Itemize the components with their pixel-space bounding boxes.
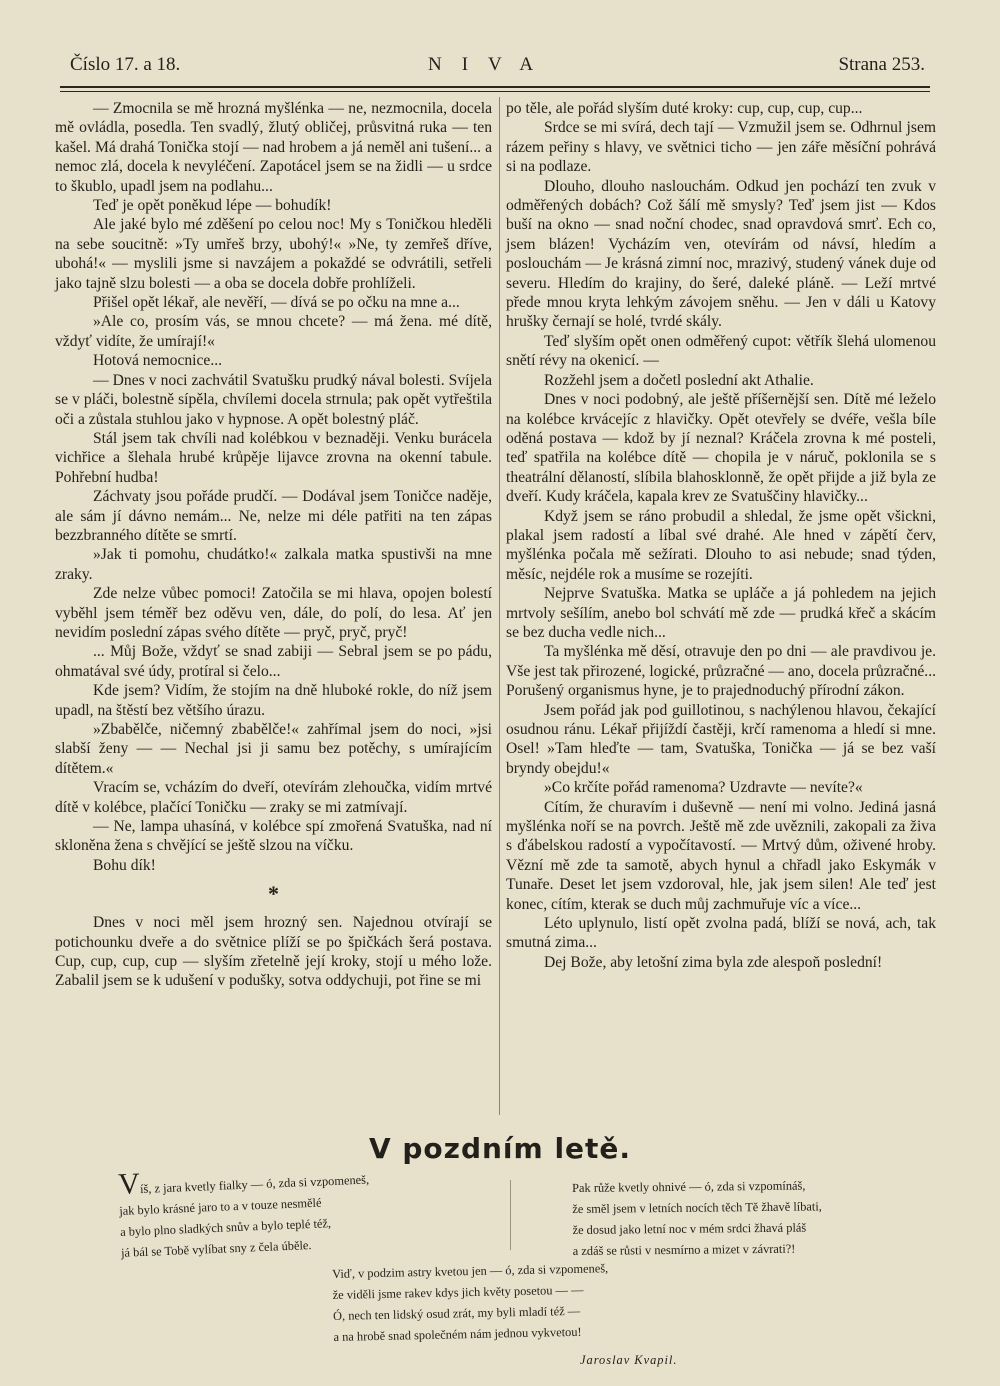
paragraph: Nejprve Svatuška. Matka se upláče a já pohledem na jejich mrtvoly sešílím, anebo bol schvátí mě zde — prudká křeč a skácím se bez ducha vedle nich... bbox=[506, 585, 936, 641]
left-column-paragraphs bbox=[55, 99, 492, 875]
paragraph: Když jsem se ráno probudil a shledal, že jsme opět všickni, plakal jsem radostí a líbal své drahé. Ale hned v zápětí červ, myšlénka počala mě sežírati. Dlouho to asi nebude; snad týden, měsíc, nejdéle rok a musíme se rozejíti. bbox=[506, 507, 936, 583]
header-rule-thin bbox=[60, 91, 930, 92]
paragraph: Záchvaty jsou pořáde prudčí. — Dodával jsem Toničce naděje, ale sám jí dávno nemám... Ne, nelze mi déle patřiti na ten zápas bezzbranného dítěte se smrtí. bbox=[55, 488, 492, 544]
paragraph: Hotová nemocnice... bbox=[93, 352, 223, 370]
poem-line: Ó, nech ten lidský osud zrát, my byli mladí též — bbox=[332, 1303, 581, 1323]
page-number: Strana 253. bbox=[838, 54, 925, 75]
issue-number: Číslo 17. a 18. bbox=[70, 54, 181, 75]
poem-line: že viděli jsme rakev kdys jich květy posetou — — bbox=[332, 1282, 584, 1302]
paragraph: Rozžehl jsem a dočetl poslední akt Athalie. bbox=[544, 371, 814, 389]
paragraph: »Co krčíte pořád ramenoma? Uzdravte — nevíte?« bbox=[544, 779, 863, 797]
column-divider bbox=[499, 97, 500, 1115]
poem-line: a zdáš se růsti v nesmírno a mizet v závrati?! bbox=[572, 1241, 796, 1258]
poem-line: Pak růže kvetly ohnivé — ó, zda si vzpomínáš, bbox=[572, 1178, 806, 1195]
paragraph: Kde jsem? Vidím, že stojím na dně hluboké rokle, do níž jsem upadl, na štěstí bez většího úrazu. bbox=[55, 682, 492, 719]
poem-line: já bál se Tobě vylíbat sny z čela úběle. bbox=[120, 1237, 312, 1260]
paragraph: Teď slyším opět onen odměřený cupot: větřík šlehá ulomenou snětí révy na okenicí. — bbox=[506, 332, 936, 370]
section-separator: * bbox=[268, 881, 279, 907]
paragraph: Bohu dík! bbox=[93, 856, 156, 874]
paragraph: Vracím se, vcházím do dveří, otevírám zlehoučka, vidím mrtvé dítě v kolébce, plačící Toničku — zraky se mi zatmívají. bbox=[55, 779, 492, 816]
poem-line: a na hrobě snad společném nám jednou vykvetou! bbox=[333, 1324, 582, 1344]
header-rule-thick bbox=[60, 86, 930, 88]
paragraph: po těle, ale pořád slyším duté kroky: cup, cup, cup, cup... bbox=[506, 100, 863, 117]
paragraph: Cítím, že churavím i duševně — není mi volno. Jediná jasná myšlénka noří se na povrch. Ještě mě zde uvěznili, zakopali za živa s ďábelskou radostí a vypočítavostí. — Mrtvý dům, oživené hroby. Vězní mě zde ta samotě, abych hynul a chřadl jako Eskymák v Tunaře. Deset let jsem vzdoroval, hle, jak jsem silen! Ale teď jest konec, cítím, kterak se duch můj zachmuřuje víc a více... bbox=[506, 798, 936, 913]
left-column-continuation bbox=[55, 913, 492, 991]
paragraph: »Zbabělče, ničemný zbabělče!« zahřímal jsem do noci, »jsi slabší ženy — — Nechal jsi ji samu bez potěchy, s umírajícím dítětem.« bbox=[55, 721, 492, 777]
poem-line: že směl jsem v letních nocích těch Tě žhavě líbati, bbox=[572, 1199, 822, 1216]
paragraph: Dlouho, dlouho naslouchám. Odkud jen pochází ten zvuk v odměřených dobách? Což šálí mě smysly? Teď jsem jist — Kdos buší na okno — snad noční chodec, snad opravdová smrť. Ech co, jsem blázen! Vycházím ven, otevírám od návsí, hledím a poslouchám — Je krásná zimní noc, mrazivý, studený vánek duje od severu. Hledím do krajiny, do šeré, daleké pláně. — Leží mrtvé přede mnou kryta lehkým závojem sněhu. — Jen v dáli u Katovy hrušky černají se holé, tvrdé skály. bbox=[506, 177, 936, 331]
poem-stanza-bottom bbox=[332, 1258, 610, 1348]
paragraph: — Ne, lampa uhasíná, v kolébce spí zmořená Svatuška, nad ní skloněna žena s chvějící se ještě slzou na víčku. bbox=[55, 818, 492, 855]
periodical-title: NIVA bbox=[428, 54, 554, 75]
paragraph: Přišel opět lékař, ale nevěří, — dívá se po očku na mne a... bbox=[93, 294, 460, 312]
paragraph: Dej Bože, aby letošní zima byla zde alespoň poslední! bbox=[544, 953, 883, 971]
poem-line: že dosud jako letní noc v mém srdci žhavá pláš bbox=[572, 1220, 807, 1237]
paragraph: »Jak ti pomohu, chudátko!« zalkala matka spustivši na mne zraky. bbox=[55, 546, 492, 583]
page-header bbox=[70, 54, 925, 84]
right-column-paragraphs bbox=[506, 99, 936, 972]
paragraph: Dnes v noci měl jsem hrozný sen. Najednou otvírají se potichounku dveře a do světnice plíží se po špičkách šerá postava. Cup, cup, cup, cup — slyším zřetelně její kroky, stojí u mého lože. Zabalil jsem se k udušení v podušky, sotva oddychuji, pot řine se mi bbox=[55, 914, 492, 990]
paragraph: »Ale co, prosím vás, se mnou chcete? — má žena. mé dítě, vždyť vidíte, že umírají!« bbox=[55, 313, 492, 350]
poem-line: Viď, v podzim astry kvetou jen — ó, zda si vzpomeneš, bbox=[332, 1261, 609, 1281]
poem-line: jak bylo krásné jaro to a v touze nesmělé bbox=[119, 1195, 322, 1218]
paragraph: Jsem pořád jak pod guillotinou, s nachýlenou hlavou, čekající osudnou ránu. Lékař přijíždí častěji, krčí ramenoma a hledí si mne. Osel! »Tam hleďte — tam, Svatuška, Tonička — já se bez vaší bryndy obejdu!« bbox=[506, 701, 936, 777]
poem-stanza-left bbox=[118, 1169, 372, 1263]
paragraph: Stál jsem tak chvíli nad kolébkou v beznaději. Venku burácela vichřice a šlehala hrubé krůpěje lijavce zrovna na okenní tabule. Pohřební hudba! bbox=[55, 429, 492, 486]
text-column-left bbox=[55, 99, 492, 991]
paragraph: Ale jaké bylo mé zděšení po celou noc! My s Toničkou hleděli na sebe soucitně: »Ty umřeš brzy, ubohý!« »Ne, ty zemřeš dříve, ubohá!« — myslili jsme si navzájem a pokaždé se odvrátili, setřeli jako tajně slzu bolesti — a oba se docela dobře prohlíželi. bbox=[55, 216, 492, 292]
poem-title: V pozdním letě. bbox=[368, 1132, 632, 1165]
poem-line: a bylo plno sladkých snův a bylo teplé též, bbox=[119, 1216, 332, 1239]
paragraph: Srdce se mi svírá, dech tají — Vzmužil jsem se. Odhrnul jsem rázem peřiny s hlavy, ve světnici ticho — jen záře měsíční pohrává si na podlaze. bbox=[506, 119, 936, 176]
paragraph: — Zmocnila se mě hrozná myšlénka — ne, nezmocnila, docela mě ovládla, posedla. Ten svadlý, žlutý obličej, průsvitná ruka — ten kašel. Má drahá Tonička stojí — nad hrobem a já neměl ani tušení... a nemoc zlá, docela k nevyléčení. Zapotácel jsem se na židli — u srdce to škublo, upadl jsem na podlahu... bbox=[55, 100, 492, 195]
paragraph: Dnes v noci podobný, ale ještě příšernější sen. Dítě mé leželo na kolébce krvácejíc z hlavičky. Opět otevřely se dvéře, vešla bíle oděná postava — kdož by jí neznal? Kráčela zrovna k mé posteli, teď spatřila na kolébce dítě — chopila je v náruč, poklonila se s theatrální dělaností, slíbila blahosklonně, že opět přijde a již byla ze dveří. Kudy kráčela, kapala krev ze Svatuščiny hlavičky... bbox=[506, 391, 936, 506]
paragraph: Zde nelze vůbec pomoci! Zatočila se mi hlava, opojen bolestí vyběhl jsem téměř bez oděvu ven, dále, do polí, do lesa. Ať jen nevidím poslední zápas svého dítěte — pryč, pryč, pryč! bbox=[55, 585, 492, 641]
paragraph: ... Můj Bože, vždyť se snad zabiji — Sebral jsem se po pádu, ohmatával své údy, protíral si čelo... bbox=[55, 643, 492, 680]
poem-line: Víš, z jara kvetly fialky — ó, zda si vzpomeneš, bbox=[117, 1167, 370, 1201]
paragraph: Teď je opět poněkud lépe — bohudík! bbox=[93, 197, 332, 215]
paragraph: — Dnes v noci zachvátil Svatušku prudký nával bolesti. Svíjela se v pláči, bolestně sípěla, chvílemi docela strnula; pak opět vytřeštila oči a zůstala stuhlou jako v hypnose. A opět bolestný pláč. bbox=[55, 371, 492, 428]
paragraph: Léto uplynulo, listí opět zvolna padá, blíží se nová, ach, tak smutná zima... bbox=[506, 915, 936, 952]
poem-divider bbox=[510, 1180, 511, 1250]
poem-author: Jaroslav Kvapil. bbox=[580, 1353, 678, 1367]
text-column-right bbox=[506, 99, 936, 972]
poem-stanza-right bbox=[572, 1175, 822, 1262]
paragraph: Ta myšlénka mě děsí, otravuje den po dni — ale pravdivou je. Vše jest tak přirozené, logické, průzračné — ano, docela průzračné... Porušený organismus hyne, je to prajednoduchý přírodní zákon. bbox=[506, 643, 936, 700]
